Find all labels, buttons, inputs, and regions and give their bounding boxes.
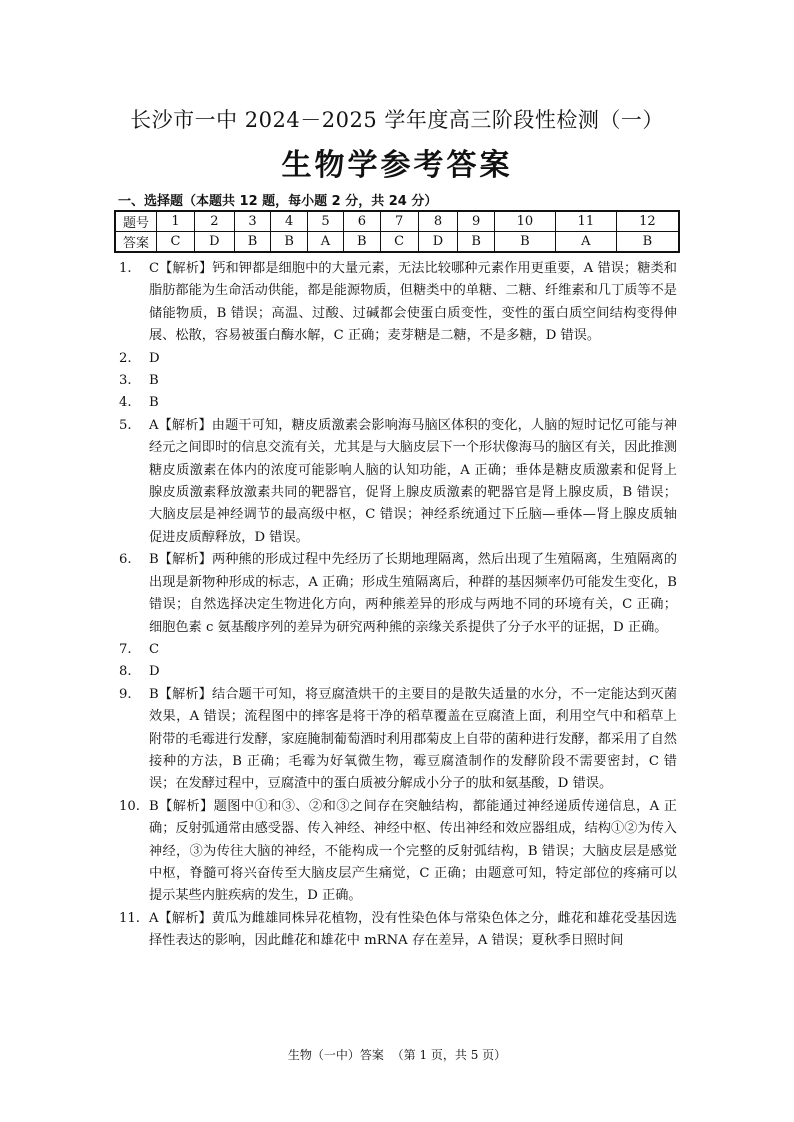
item-number: 10. [119, 798, 140, 814]
item-text: A【解析】由题干可知，糖皮质激素会影响海马脑区体积的变化，人脑的短时记忆可能与神经元之间即时的信息交流有关，尤其是与大脑皮层下一个形状像海马的脑区有关，因此推测糖皮质激素在体内的浓度可能影响人脑的认知功能，A 正确；垂体是糖皮质激素和促肾上腺皮质激素释放激素共同的靶器官，促肾上腺皮质激素的靶器官是肾上腺皮质，B 错误；大脑皮层是神经调节的最高级中枢，C 错误；神经系统通过下丘脑—垂体—肾上腺皮质轴促进皮质醇释放，D 错误。 [149, 417, 677, 545]
table-cell: 11 [555, 211, 616, 232]
item-number: 2. [119, 350, 132, 366]
item-text: B【解析】结合题干可知，将豆腐渣烘干的主要目的是散失适量的水分，不一定能达到灭菌效果，A 错误；流程图中的摔客是将干净的稻草覆盖在豆腐渣上面，利用空气中和稻草上附带的毛霉进行发酵，家庭腌制葡萄酒时利用郡菊皮上自带的菌种进行发酵，都采用了自然接种的方法，B 正确；毛霉为好氧微生物，霉豆腐渣制作的发酵阶段不需要密封，C 错误；在发酵过程中，豆腐渣中的蛋白质被分解成小分子的肽和氨基酸，D 错误。 [149, 686, 677, 792]
item-text: B [149, 373, 159, 389]
table-cell: D [195, 232, 235, 253]
item-number: 11. [119, 910, 140, 926]
item-number: 3. [119, 373, 132, 389]
table-cell: 7 [380, 211, 418, 232]
item-text: D [149, 664, 160, 680]
table-cell: C [380, 232, 418, 253]
table-cell: 2 [195, 211, 235, 232]
table-cell: D [418, 232, 458, 253]
answer-table [114, 210, 680, 253]
table-cell: B [344, 232, 381, 253]
page-footer [0, 1046, 794, 1063]
item-text: D [149, 350, 160, 366]
table-cell: 12 [616, 211, 679, 232]
table-row-label: 答案 [115, 232, 157, 253]
item-number: 7. [119, 641, 132, 657]
table-cell: 8 [418, 211, 458, 232]
table-cell: 4 [271, 211, 308, 232]
table-cell: B [458, 232, 495, 253]
item-text: B【解析】两种熊的形成过程中先经历了长期地理隔离，然后出现了生殖隔离，生殖隔离的出现是新物种形成的标志，A 正确；形成生殖隔离后，种群的基因频率仍可能发生变化，B 错误；自然选择决定生物进化方向，两种熊差异的形成与两地不同的环境有关，C 正确；细胞色素 c 氨基酸序列的差异为研究两种熊的亲缘关系提供了分子水平的证据，D 正确。 [149, 552, 677, 635]
item-number: 4. [119, 395, 132, 411]
item-number: 9. [119, 686, 132, 702]
item-text: B【解析】题图中①和③、②和③之间存在突触结构，都能通过神经递质传递信息，A 正确；反射弧通常由感受器、传入神经、神经中枢、传出神经和效应器组成，结构①②为传入神经，③为传往大脑的神经，不能构成一个完整的反射弧结构，B 错误；大脑皮层是感觉中枢，脊髓可将兴奋传至大脑皮层产生痛觉，C 正确；由题意可知，特定部位的疼痛可以提示某些内脏疾病的发生，D 正确。 [149, 798, 677, 904]
answer-table-number-row [115, 211, 679, 232]
table-cell: 9 [458, 211, 495, 232]
list-item [119, 639, 677, 661]
item-text: C【解析】钙和钾都是细胞中的大量元素，无法比较哪种元素作用更重要，A 错误；糖类和脂肪都能为生命活动供能，都是能源物质，但糖类中的单糖、二糖、纤维素和几丁质等不是储能物质，B 错误；高温、过酸、过碱都会使蛋白质变性，变性的蛋白质空间结构变得伸展、松散，容易被蛋白酶水解，C 正确；麦芽糖是二糖，不是多糖，D 错误。 [149, 261, 677, 344]
item-number: 5. [119, 417, 132, 433]
table-cell: 5 [307, 211, 343, 232]
item-text: A【解析】黄瓜为雌雄同株异花植物，没有性染色体与常染色体之分，雌花和雄花受基因选择性表达的影响，因此雌花和雄花中 mRNA 存在差异，A 错误；夏秋季日照时间 [149, 910, 677, 949]
table-cell: C [157, 232, 195, 253]
table-cell: 3 [234, 211, 271, 232]
table-cell: B [234, 232, 271, 253]
item-text: B [149, 395, 159, 411]
answer-table-answer-row [115, 232, 679, 253]
page-subtitle: 生物学参考答案 [281, 148, 513, 183]
list-item [119, 796, 677, 908]
item-number: 1. [119, 261, 132, 276]
list-item [119, 348, 677, 370]
section-heading: 一、选择题（本题共 12 题，每小题 2 分，共 24 分） [118, 194, 438, 209]
table-cell: 6 [344, 211, 381, 232]
list-item [119, 908, 677, 953]
table-cell: B [494, 232, 555, 253]
list-item [119, 392, 677, 414]
footer-subject: 生物（一中）答案 [287, 1048, 384, 1062]
table-cell: 10 [494, 211, 555, 232]
answer-explanations [119, 258, 677, 953]
item-number: 6. [119, 552, 132, 568]
table-cell: 1 [157, 211, 195, 232]
list-item [119, 549, 677, 639]
table-cell: B [616, 232, 679, 253]
list-item [119, 258, 677, 348]
list-item [119, 415, 677, 549]
list-item [119, 684, 677, 796]
table-cell: B [271, 232, 308, 253]
page-title: 长沙市一中 2024－2025 学年度高三阶段性检测（一） [130, 108, 664, 132]
table-row-label: 题号 [115, 211, 157, 232]
table-cell: A [307, 232, 343, 253]
table-cell: A [555, 232, 616, 253]
item-text: C [149, 641, 160, 657]
footer-page-info: （第 1 页，共 5 页） [391, 1048, 507, 1062]
list-item [119, 661, 677, 683]
list-item [119, 370, 677, 392]
item-number: 8. [119, 664, 132, 680]
